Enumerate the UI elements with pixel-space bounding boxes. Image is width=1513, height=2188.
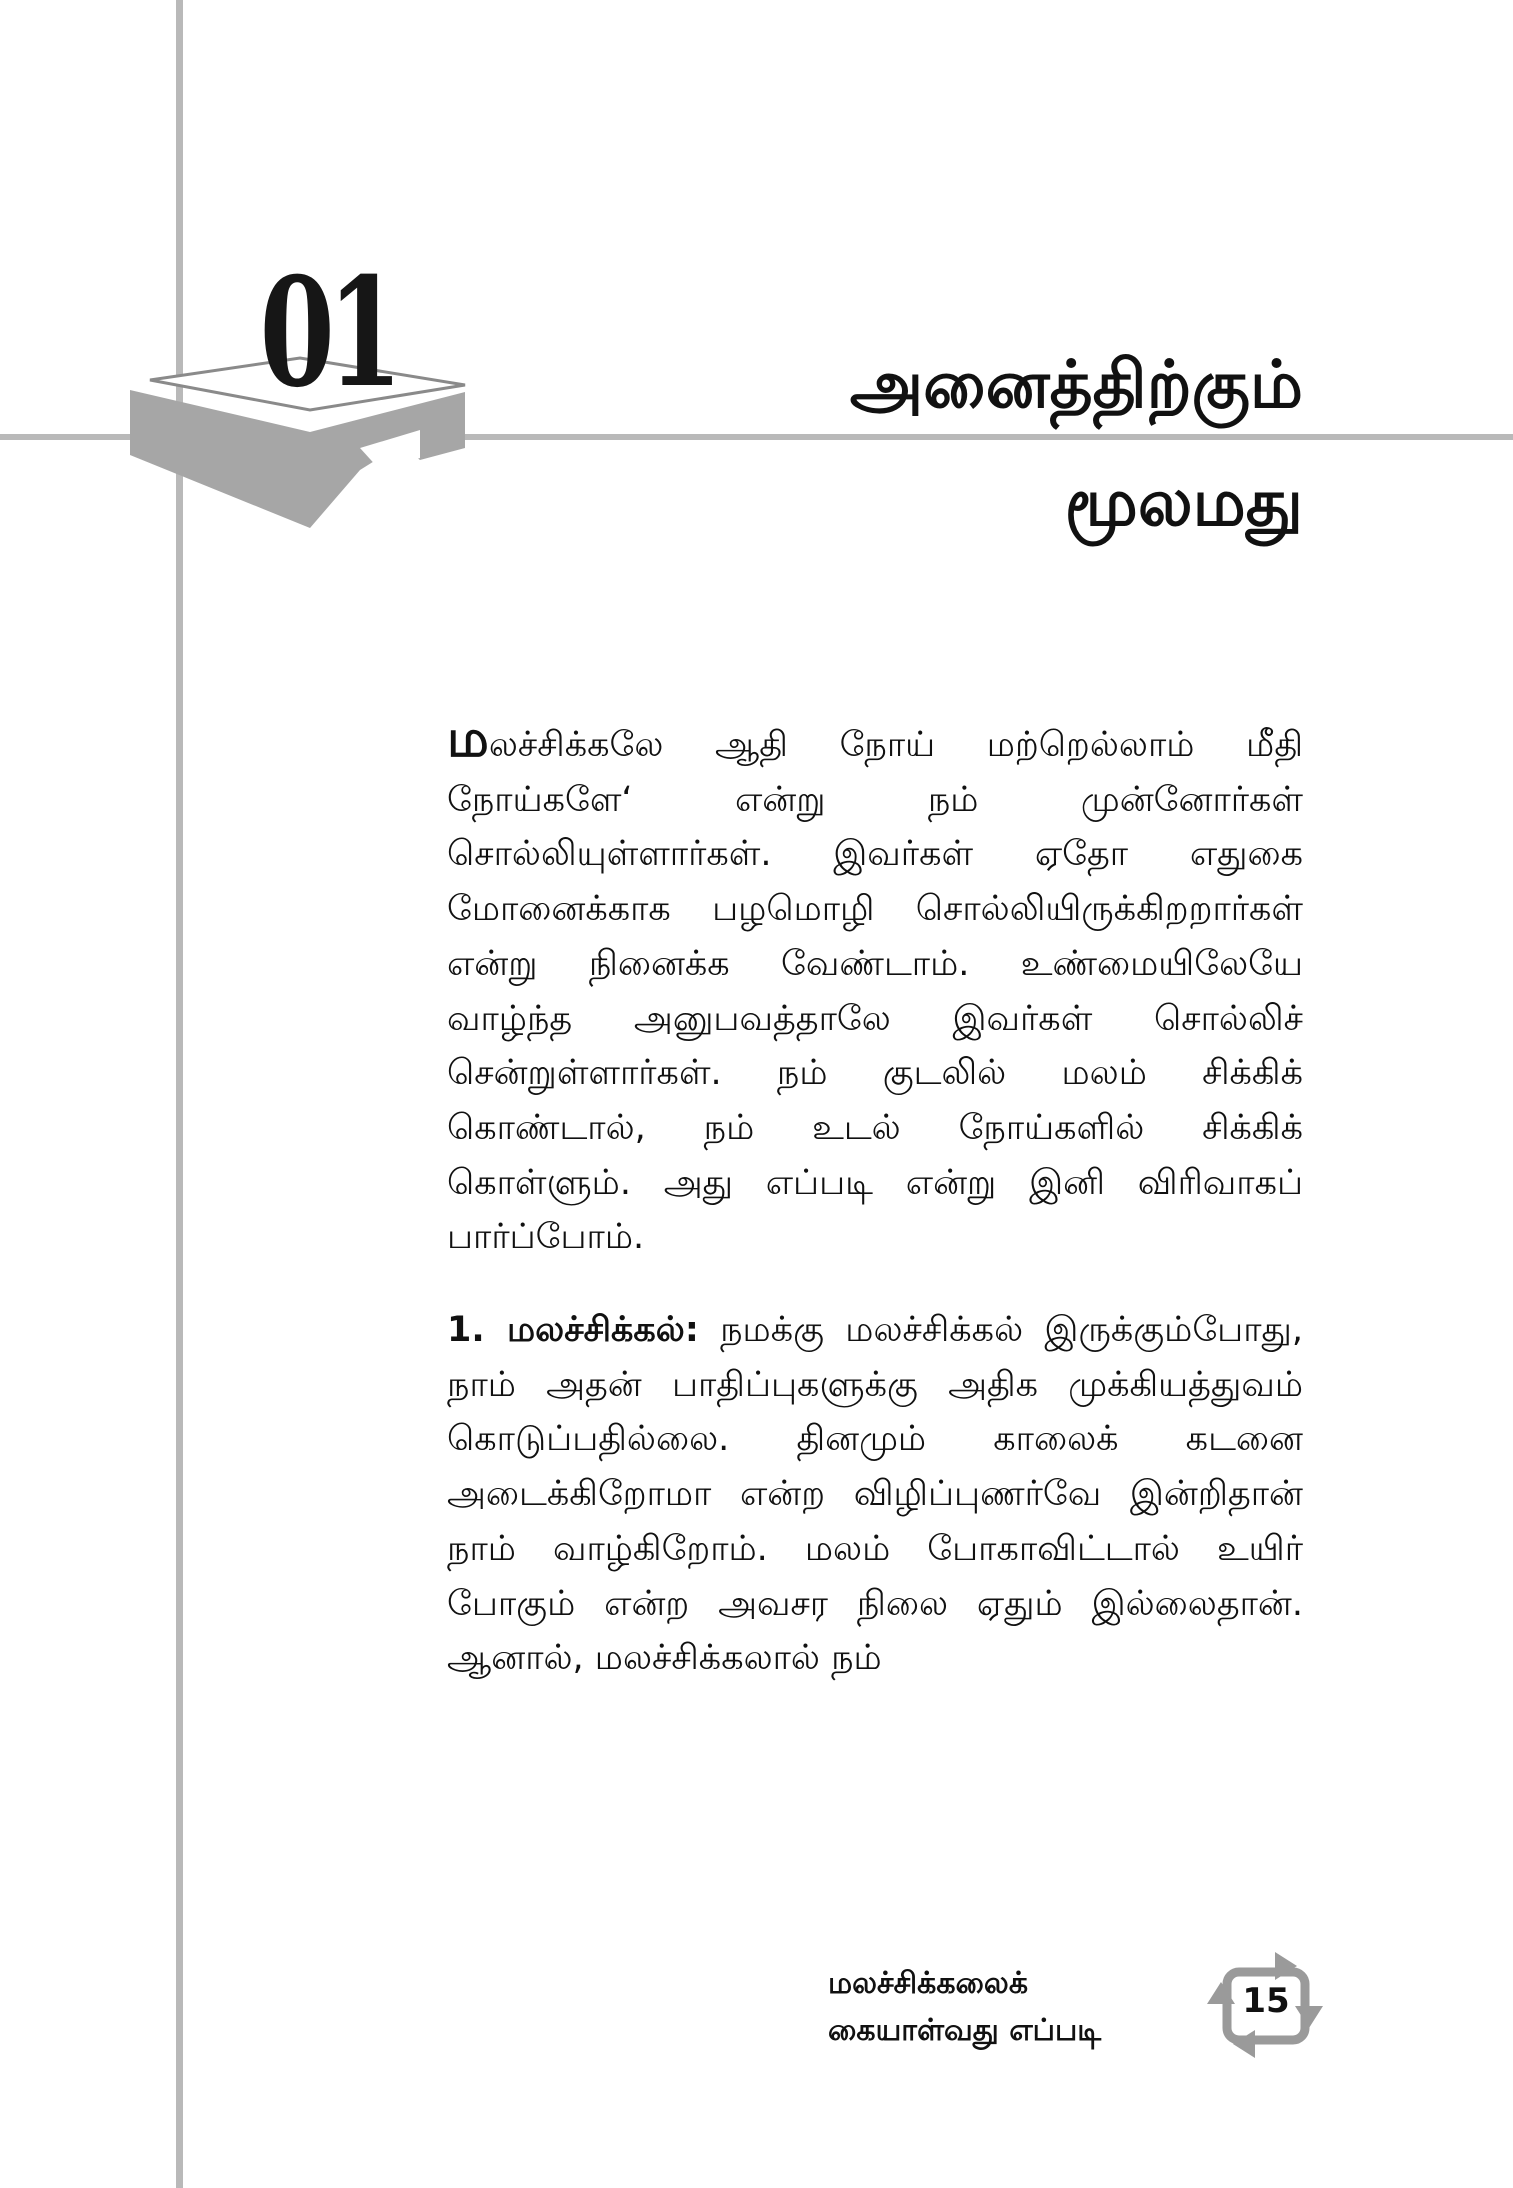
paragraph-2 [447, 1303, 1303, 1686]
vertical-rule [176, 0, 183, 2188]
drop-initial: ம [447, 709, 489, 769]
chapter-number: 01 [259, 245, 396, 421]
footer-book-title [828, 1960, 1208, 2054]
paragraph-1 [447, 709, 1303, 1265]
footer-book-title-line2: கையாள்வது எப்படி [828, 2013, 1102, 2048]
page-number: 15 [1242, 1981, 1290, 2021]
paragraph-1-text: லச்சிக்கலே ஆதி நோய் மற்றெல்லாம் மீதி நோய்களே‘ என்று நம் முன்னோர்கள் சொல்லியுள்ளார்கள். இவர்கள் ஏதோ எதுகை மோனைக்காக பழமொழி சொல்லியிருக்கிறறார்கள் என்று நினைக்க வேண்டாம். உண்மையிலேயே வாழ்ந்த அனுபவத்தாலே இவர்கள் சொல்லிச் சென்றுள்ளார்கள். நம் குடலில் மலம் சிக்கிக் கொண்டால், நம் உடல் நோய்களில் சிக்கிக் கொள்ளும். அது எப்படி என்று இனி விரிவாகப் பார்ப்போம். [447, 725, 1303, 1258]
chapter-title-line2: மூலமது [1064, 464, 1303, 541]
body-text [447, 709, 1303, 1686]
paragraph-2-text: நமக்கு மலச்சிக்கல் இருக்கும்போது, நாம் அதன் பாதிப்புகளுக்கு அதிக முக்கியத்துவம் கொடுப்பதில்லை. தினமும் காலைக் கடனை அடைக்கிறோமா என்ற விழிப்புணர்வே இன்றிதான் நாம் வாழ்கிறோம். மலம் போகாவிட்டால் உயிர் போகும் என்ற அவசர நிலை ஏதும் இல்லைதான். ஆனால், மலச்சிக்கலால் நம் [447, 1310, 1303, 1679]
section-term: 1. மலச்சிக்கல்: [447, 1310, 699, 1351]
footer-book-title-line1: மலச்சிக்கலைக் [828, 1966, 1029, 2001]
chapter-title-line1: அனைத்திற்கும் [849, 346, 1303, 423]
